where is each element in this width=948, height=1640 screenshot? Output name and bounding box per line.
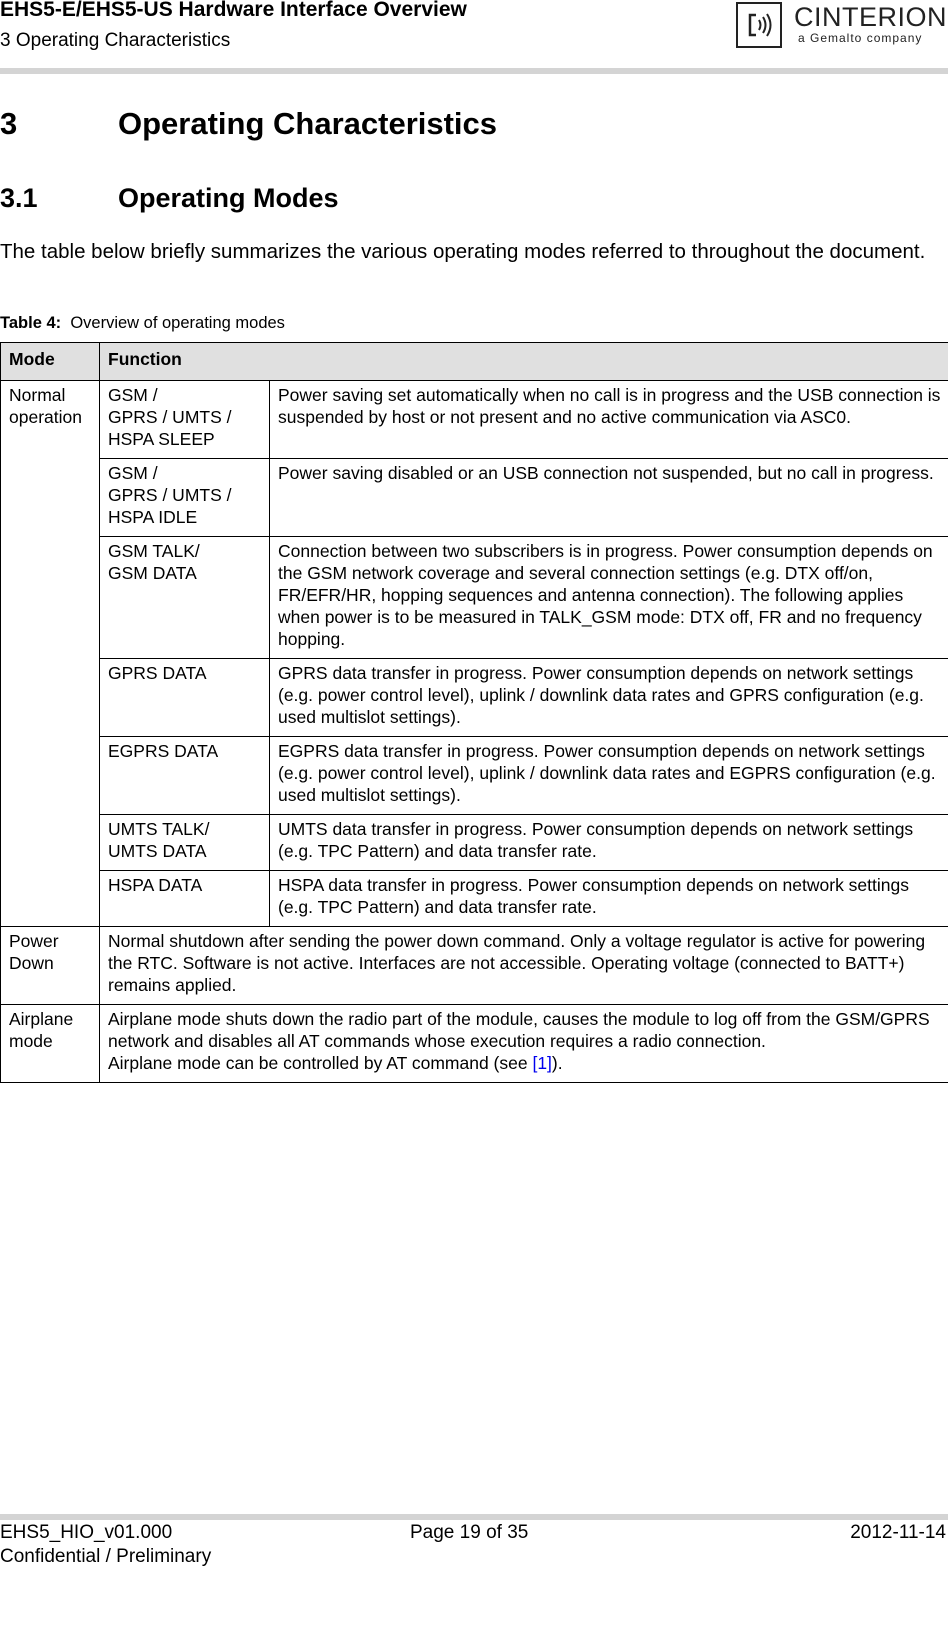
logo-wordmark: CINTERION bbox=[794, 2, 947, 32]
header-divider bbox=[0, 68, 948, 74]
table-caption-text: Overview of operating modes bbox=[70, 314, 285, 332]
footer-classification: Confidential / Preliminary bbox=[0, 1546, 212, 1567]
subsection-title: Operating Modes bbox=[118, 183, 339, 213]
chapter-subtitle: 3 Operating Characteristics bbox=[0, 30, 231, 51]
table-row bbox=[1, 927, 948, 1005]
table-caption bbox=[0, 314, 285, 333]
description-cell: UMTS data transfer in progress. Power consumption depends on network settings (e.g. TPC Pattern) and data transfer rate. bbox=[270, 815, 948, 871]
operating-modes-table bbox=[0, 342, 948, 1083]
description-cell: HSPA data transfer in progress. Power consumption depends on network settings (e.g. TPC Pattern) and data transfer rate. bbox=[270, 871, 948, 927]
footer-doc-id: EHS5_HIO_v01.000 bbox=[0, 1522, 173, 1543]
table-row bbox=[1, 1005, 948, 1083]
intro-paragraph: The table below briefly summarizes the various operating modes referred to throughout the document. bbox=[0, 240, 926, 263]
description-cell: Power saving set automatically when no call is in progress and the USB connection is suspended by host or not present and no active communication via ASC0. bbox=[270, 381, 948, 459]
state-cell: GPRS DATA bbox=[100, 659, 270, 737]
company-logo bbox=[736, 0, 948, 54]
mode-airplane: Airplane mode bbox=[1, 1005, 100, 1083]
section-number: 3 bbox=[0, 106, 18, 141]
state-cell: UMTS TALK/ UMTS DATA bbox=[100, 815, 270, 871]
state-cell: HSPA DATA bbox=[100, 871, 270, 927]
state-cell: GSM / GPRS / UMTS / HSPA IDLE bbox=[100, 459, 270, 537]
description-cell: Power saving disabled or an USB connection not suspended, but no call in progress. bbox=[270, 459, 948, 537]
table-row bbox=[1, 871, 948, 927]
description-cell: GPRS data transfer in progress. Power consumption depends on network settings (e.g. power control level), uplink / downlink data rates and GPRS configuration (e.g. used multislot settings). bbox=[270, 659, 948, 737]
state-cell: GSM / GPRS / UMTS / HSPA SLEEP bbox=[100, 381, 270, 459]
table-row bbox=[1, 459, 948, 537]
footer-divider bbox=[0, 1514, 948, 1520]
logo-signal-icon bbox=[736, 2, 782, 48]
airplane-note-suffix: ). bbox=[551, 1053, 563, 1073]
reference-link[interactable]: [1] bbox=[532, 1053, 552, 1073]
footer-page-number: Page 19 of 35 bbox=[410, 1522, 529, 1543]
subsection-number: 3.1 bbox=[0, 183, 38, 213]
airplane-note-prefix: Airplane mode can be controlled by AT command (see bbox=[108, 1053, 533, 1073]
table-header-row bbox=[1, 343, 948, 381]
description-cell: EGPRS data transfer in progress. Power consumption depends on network settings (e.g. power control level), uplink / downlink data rates and EGPRS configuration (e.g. used multislot settings). bbox=[270, 737, 948, 815]
section-heading bbox=[0, 106, 497, 142]
description-cell: Connection between two subscribers is in progress. Power consumption depends on the GSM network coverage and several connection settings (e.g. DTX off/on, FR/EFR/HR, hopping sequences and antenna connection). The following applies when power is to be measured in TALK_GSM mode: DTX off, FR and no frequency hopping. bbox=[270, 537, 948, 659]
table-row bbox=[1, 537, 948, 659]
table-caption-label: Table 4: bbox=[0, 314, 62, 332]
table-row bbox=[1, 737, 948, 815]
table-row bbox=[1, 381, 948, 459]
airplane-description: Airplane mode shuts down the radio part of the module, causes the module to log off from the GSM/GPRS network and disables all AT commands whose execution requires a radio connection. bbox=[108, 1009, 930, 1051]
mode-normal-operation: Normal operation bbox=[1, 381, 100, 927]
table-row bbox=[1, 659, 948, 737]
mode-power-down: Power Down bbox=[1, 927, 100, 1005]
logo-tagline: a Gemalto company bbox=[798, 31, 923, 45]
state-cell: EGPRS DATA bbox=[100, 737, 270, 815]
airplane-control-note bbox=[108, 1052, 943, 1074]
description-cell bbox=[100, 1005, 948, 1083]
description-cell: Normal shutdown after sending the power down command. Only a voltage regulator is active for powering the RTC. Software is not active. Interfaces are not accessible. Operating voltage (connected to BATT+) remains applied. bbox=[100, 927, 948, 1005]
state-cell: GSM TALK/ GSM DATA bbox=[100, 537, 270, 659]
header-mode: Mode bbox=[1, 343, 100, 381]
page-header bbox=[0, 0, 948, 74]
section-title: Operating Characteristics bbox=[118, 106, 498, 141]
footer-date: 2012-11-14 bbox=[850, 1522, 946, 1543]
subsection-heading bbox=[0, 183, 339, 214]
table-row bbox=[1, 815, 948, 871]
document-title: EHS5-E/EHS5-US Hardware Interface Overview bbox=[0, 0, 467, 21]
header-function: Function bbox=[100, 343, 948, 381]
